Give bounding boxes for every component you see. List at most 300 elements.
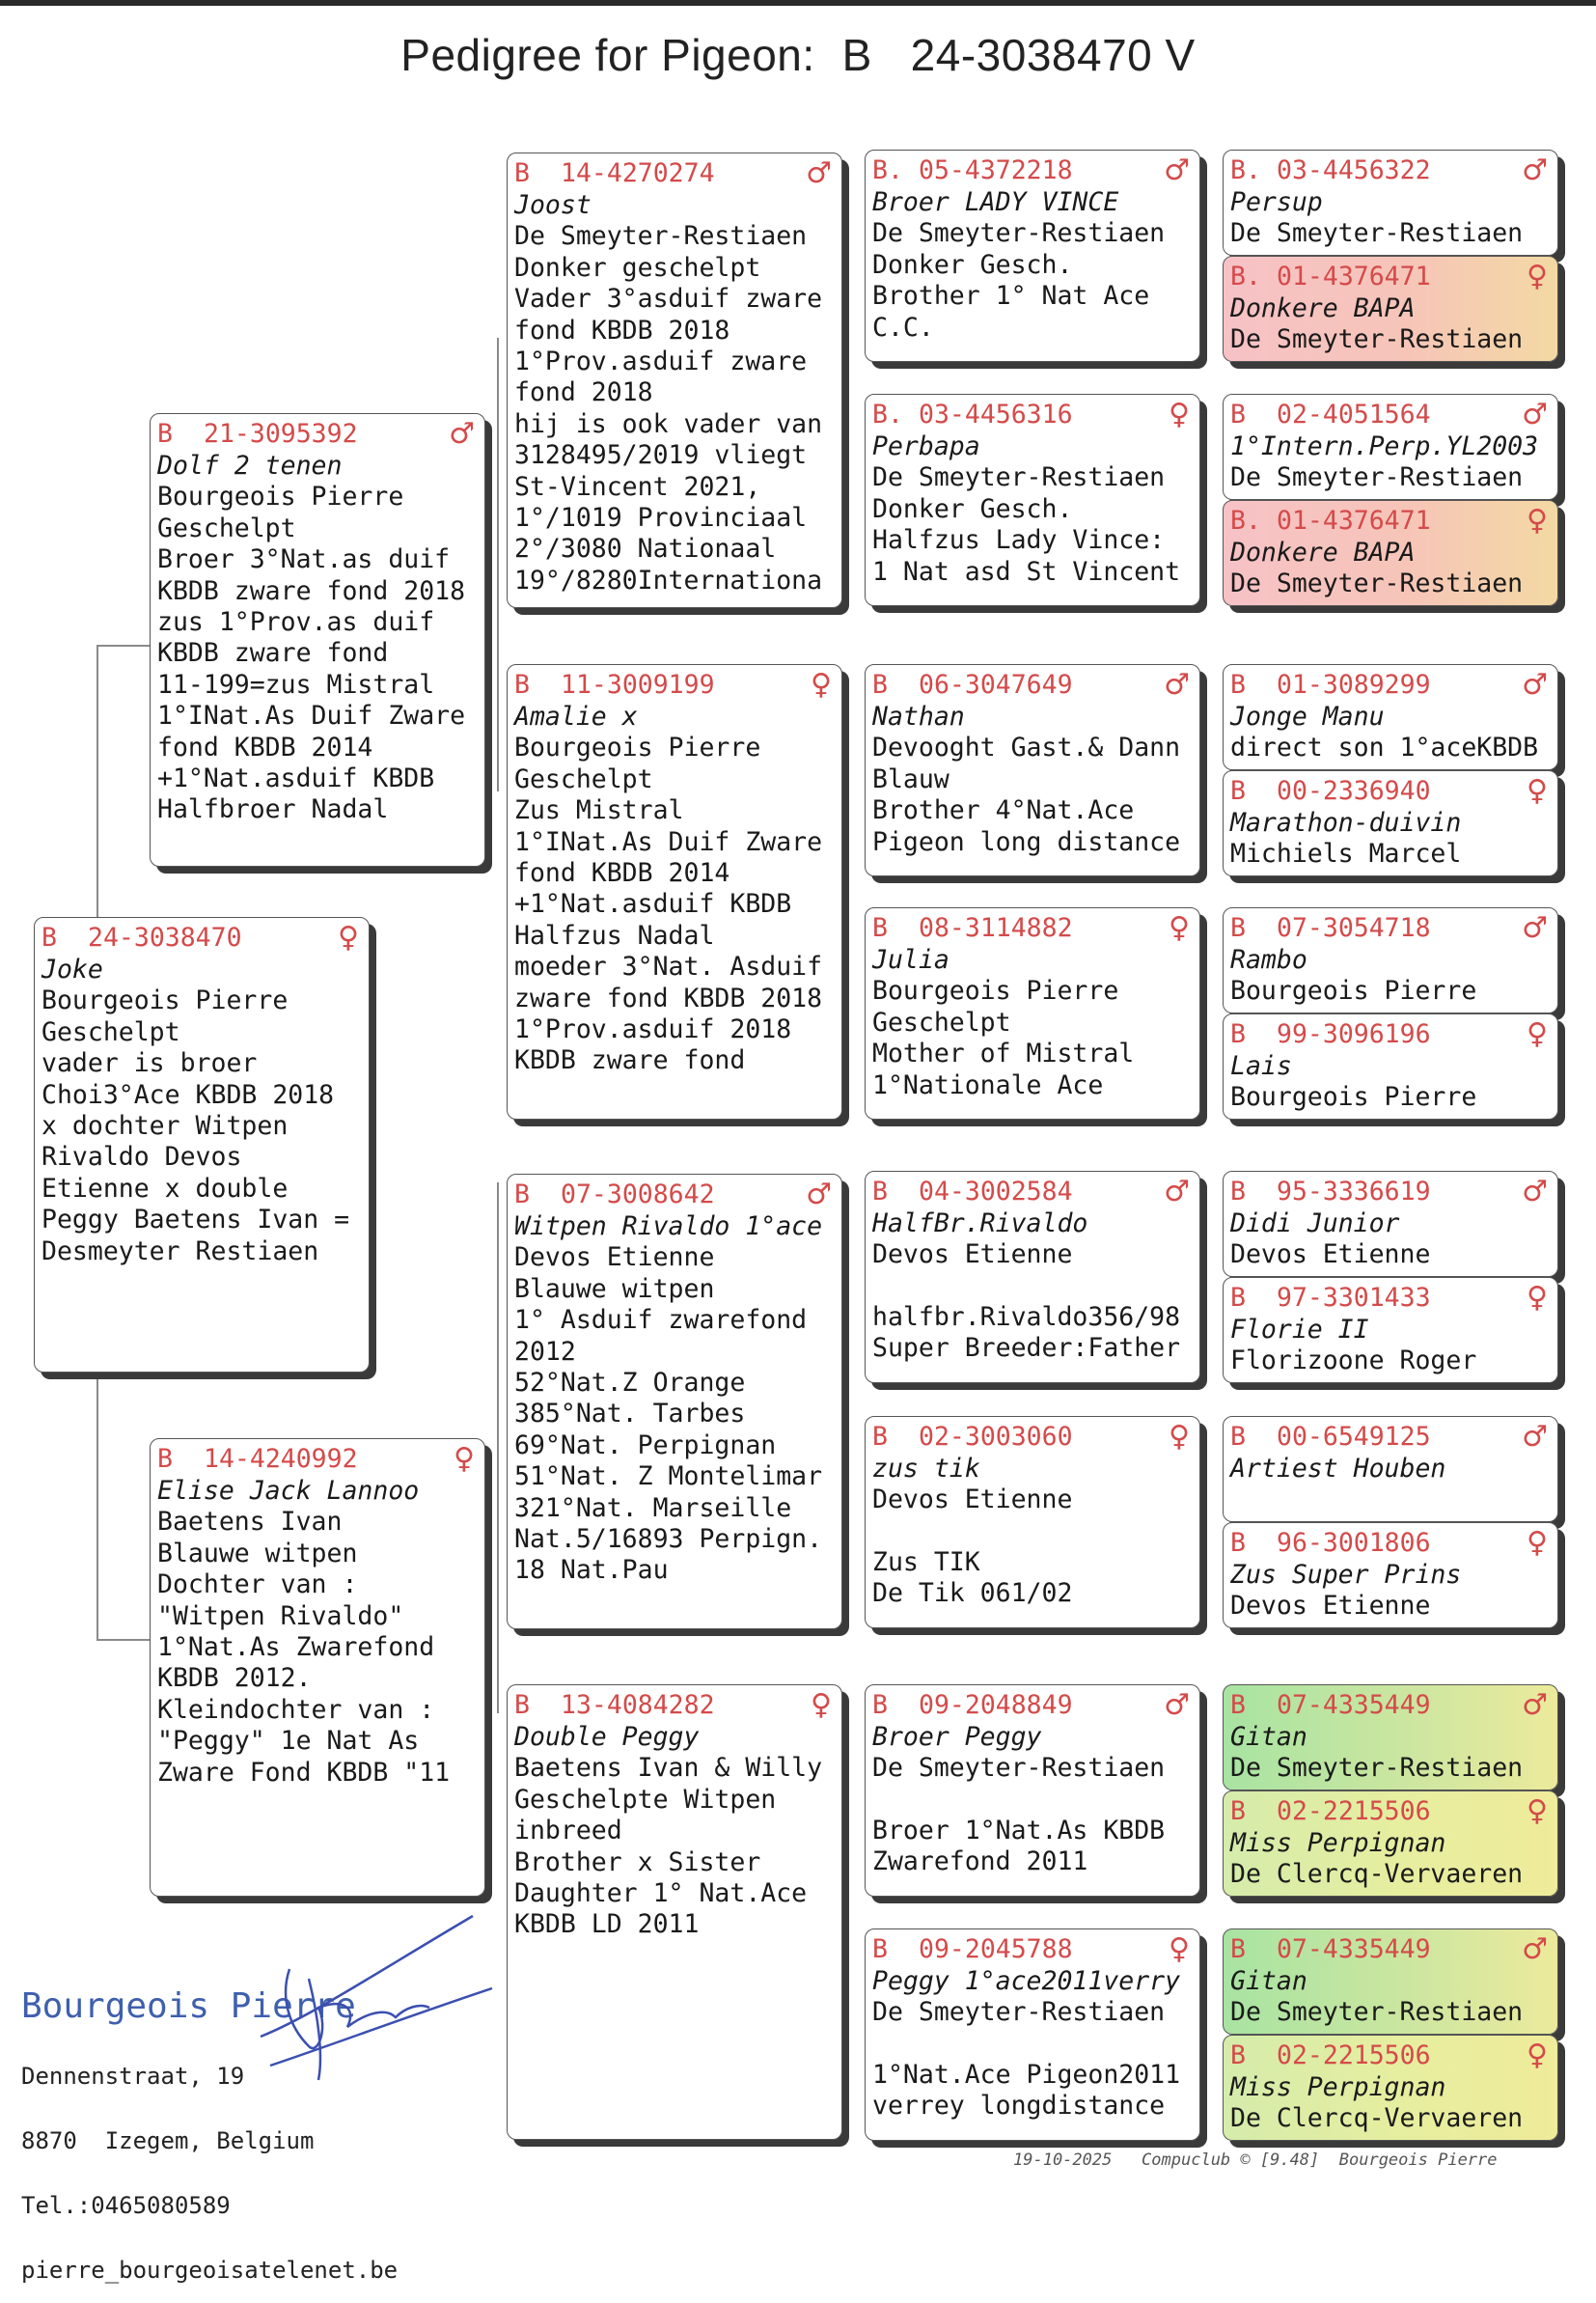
owner-name: Bourgeois Pierre bbox=[21, 1986, 356, 2026]
card-header bbox=[872, 1176, 1194, 1208]
note-line: +1°Nat.asduif KBDB bbox=[157, 763, 435, 794]
card-header bbox=[1230, 1795, 1552, 1828]
note-line: Geschelpt bbox=[872, 1007, 1011, 1038]
pigeon-name: Miss Perpignan bbox=[1230, 2072, 1446, 2102]
note-line: Geschelpt bbox=[157, 513, 296, 543]
note-line bbox=[872, 1785, 1194, 1816]
title-ring: B 24-3038470 V bbox=[841, 30, 1196, 80]
ring-number: 02-4051564 bbox=[1277, 399, 1431, 430]
note-line: Brother 4°Nat.Ace bbox=[872, 795, 1135, 826]
breeder-name: De Smeyter-Restiaen bbox=[1230, 462, 1524, 493]
pedigree-card-gg-2[interactable] bbox=[1223, 256, 1558, 362]
note-line: Rivaldo Devos bbox=[41, 1142, 242, 1173]
breeder-name: Bourgeois Pierre bbox=[41, 985, 289, 1016]
pigeon-name: Lais bbox=[1230, 1051, 1292, 1081]
note-line: Blauwe witpen bbox=[514, 1273, 715, 1304]
pedigree-card-sire-sire[interactable] bbox=[507, 153, 842, 608]
note-line: Dochter van : bbox=[157, 1569, 358, 1600]
note-line: x dochter Witpen bbox=[41, 1111, 289, 1142]
card-header bbox=[157, 418, 479, 451]
note-line: KBDB zware fond 2018 bbox=[157, 575, 466, 606]
pigeon-name: Broer Peggy bbox=[872, 1722, 1042, 1752]
ring-number: 07-3054718 bbox=[1277, 912, 1431, 943]
note-line: 321°Nat. Marseille bbox=[514, 1492, 792, 1523]
male-symbol-icon: ♂ bbox=[1164, 153, 1190, 187]
note-line: verrey longdistance bbox=[872, 2091, 1166, 2122]
country-code: B. bbox=[1230, 261, 1261, 291]
note-line: Brother x Sister bbox=[514, 1846, 761, 1877]
female-symbol-icon: ♀ bbox=[1169, 910, 1190, 945]
country-code: B bbox=[1230, 669, 1246, 700]
note-line: inbreed bbox=[514, 1816, 622, 1846]
pedigree-card-ss-dam[interactable] bbox=[865, 394, 1200, 606]
breeder-name: De Smeyter-Restiaen bbox=[1230, 1753, 1524, 1784]
pedigree-card-gg-13[interactable] bbox=[1223, 1684, 1558, 1790]
note-line: vader is broer bbox=[41, 1048, 258, 1079]
card-header bbox=[872, 669, 1194, 702]
card-header bbox=[1230, 1282, 1552, 1315]
ring-number: 07-3008642 bbox=[561, 1179, 715, 1209]
note-line: Choi3°Ace KBDB 2018 bbox=[41, 1079, 335, 1110]
male-symbol-icon: ♂ bbox=[806, 155, 832, 190]
breeder-name: Bourgeois Pierre bbox=[514, 733, 761, 763]
note-line: Blauwe witpen bbox=[157, 1538, 358, 1568]
breeder-name: De Smeyter-Restiaen bbox=[872, 218, 1166, 249]
ring-number: 99-3096196 bbox=[1277, 1018, 1431, 1049]
female-symbol-icon: ♀ bbox=[454, 1441, 475, 1476]
note-line: zware fond KBDB 2018 bbox=[514, 983, 823, 1013]
note-line: Zus TIK bbox=[872, 1546, 980, 1577]
ring-number: 13-4084282 bbox=[561, 1689, 715, 1720]
card-header bbox=[514, 1689, 836, 1722]
note-line: Zus Mistral bbox=[514, 795, 684, 826]
breeder-name bbox=[1230, 1484, 1552, 1515]
note-line bbox=[872, 2029, 1194, 2060]
note-line: 1° Asduif zwarefond bbox=[514, 1305, 808, 1336]
note-line: fond KBDB 2014 bbox=[157, 732, 373, 763]
note-line bbox=[872, 1271, 1194, 1302]
pigeon-name: Miss Perpignan bbox=[1230, 1828, 1446, 1858]
connector-line bbox=[96, 1639, 150, 1641]
note-line: Blauw bbox=[872, 763, 949, 794]
card-header bbox=[1230, 669, 1552, 702]
ring-number: 07-4335449 bbox=[1277, 1933, 1431, 1964]
pedigree-card-gg-8[interactable] bbox=[1223, 1013, 1558, 1120]
male-symbol-icon: ♂ bbox=[1164, 1174, 1190, 1208]
connector-line bbox=[96, 645, 150, 647]
ring-number: 24-3038470 bbox=[88, 922, 242, 953]
country-code: B bbox=[514, 157, 530, 188]
note-line: 52°Nat.Z Orange bbox=[514, 1368, 746, 1399]
male-symbol-icon: ♂ bbox=[1522, 1174, 1548, 1208]
pedigree-card-gg-16[interactable] bbox=[1223, 2035, 1558, 2141]
male-symbol-icon: ♂ bbox=[1522, 1419, 1548, 1454]
pigeon-name: Joost bbox=[514, 190, 592, 220]
pedigree-card-ds-sire[interactable] bbox=[865, 1171, 1200, 1383]
country-code: B bbox=[1230, 2039, 1246, 2070]
ring-number: 02-2215506 bbox=[1277, 1795, 1431, 1826]
pedigree-card-sd-dam[interactable] bbox=[865, 907, 1200, 1120]
card-header bbox=[1230, 1176, 1552, 1208]
note-line: St-Vincent 2021, bbox=[514, 471, 761, 502]
ring-number: 08-3114882 bbox=[919, 912, 1073, 943]
card-header bbox=[1230, 775, 1552, 808]
card-header bbox=[1230, 154, 1552, 187]
country-code: B bbox=[1230, 1421, 1246, 1452]
pigeon-name: Rambo bbox=[1230, 945, 1307, 975]
pigeon-name: Didi Junior bbox=[1230, 1208, 1400, 1238]
note-line: Halfbroer Nadal bbox=[157, 794, 389, 825]
pigeon-name: Nathan bbox=[872, 702, 965, 732]
ring-number: 14-4270274 bbox=[561, 157, 715, 188]
country-code: B bbox=[1230, 1795, 1246, 1826]
pedigree-card-gg-12[interactable] bbox=[1223, 1522, 1558, 1628]
ring-number: 02-2215506 bbox=[1277, 2039, 1431, 2070]
note-line: Donker geschelpt bbox=[514, 252, 761, 283]
note-line: fond KBDB 2014 bbox=[514, 858, 730, 889]
pedigree-card-gg-7[interactable] bbox=[1223, 907, 1558, 1013]
pedigree-card-gg-4[interactable] bbox=[1223, 500, 1558, 606]
pigeon-name: zus tik bbox=[872, 1454, 980, 1484]
note-line: Desmeyter Restiaen bbox=[41, 1235, 319, 1266]
pedigree-card-sire[interactable] bbox=[150, 413, 485, 867]
pedigree-card-gg-1[interactable] bbox=[1223, 150, 1558, 256]
country-code: B bbox=[514, 1689, 530, 1720]
note-line: Daughter 1° Nat.Ace bbox=[514, 1878, 808, 1909]
card-header bbox=[514, 669, 836, 702]
female-symbol-icon: ♀ bbox=[1527, 773, 1548, 808]
note-line: Geschelpt bbox=[41, 1016, 180, 1047]
breeder-name: De Smeyter-Restiaen bbox=[514, 221, 808, 252]
male-symbol-icon: ♂ bbox=[806, 1177, 832, 1211]
breeder-name: Devooght Gast.& Dann bbox=[872, 733, 1181, 763]
note-line: hij is ook vader van bbox=[514, 408, 823, 439]
note-line: KBDB LD 2011 bbox=[514, 1909, 700, 1940]
pigeon-name: Donkere BAPA bbox=[1230, 293, 1416, 323]
note-line: +1°Nat.asduif KBDB bbox=[514, 889, 792, 920]
pigeon-name: Zus Super Prins bbox=[1230, 1560, 1462, 1590]
female-symbol-icon: ♀ bbox=[1527, 1793, 1548, 1828]
pedigree-card-sire-dam[interactable] bbox=[507, 664, 842, 1120]
country-code: B bbox=[872, 1421, 888, 1452]
pedigree-card-gg-14[interactable] bbox=[1223, 1790, 1558, 1897]
breeder-name: Baetens Ivan bbox=[157, 1507, 343, 1538]
note-line: Brother 1° Nat Ace bbox=[872, 281, 1150, 312]
female-symbol-icon: ♀ bbox=[1527, 259, 1548, 293]
breeder-name: Bourgeois Pierre bbox=[1230, 976, 1477, 1007]
note-line: 2012 bbox=[514, 1336, 576, 1367]
note-line: 1°INat.As Duif Zware bbox=[157, 701, 466, 732]
page-title bbox=[0, 29, 1596, 81]
ring-number: 01-4376471 bbox=[1277, 261, 1431, 291]
country-code: B bbox=[872, 669, 888, 700]
note-line: "Peggy" 1e Nat As bbox=[157, 1726, 420, 1757]
male-symbol-icon: ♂ bbox=[1522, 153, 1548, 187]
country-code: B bbox=[157, 1443, 173, 1474]
country-code: B bbox=[1230, 775, 1246, 806]
male-symbol-icon: ♂ bbox=[1522, 397, 1548, 431]
note-line bbox=[872, 1516, 1194, 1547]
pedigree-card-gg-9[interactable] bbox=[1223, 1171, 1558, 1277]
note-line: 1°Prov.asduif 2018 bbox=[514, 1014, 792, 1045]
note-line: 69°Nat. Perpignan bbox=[514, 1429, 777, 1460]
card-header bbox=[1230, 1689, 1552, 1722]
pedigree-card-dam-dam[interactable] bbox=[507, 1684, 842, 2140]
pigeon-name: Peggy 1°ace2011verry bbox=[872, 1966, 1181, 1996]
male-symbol-icon: ♂ bbox=[1164, 1687, 1190, 1722]
pigeon-name: Persup bbox=[1230, 187, 1323, 217]
ring-number: 01-4376471 bbox=[1277, 505, 1431, 536]
note-line: Mother of Mistral bbox=[872, 1039, 1135, 1069]
note-line: moeder 3°Nat. Asduif bbox=[514, 952, 823, 983]
note-line: Zwarefond 2011 bbox=[872, 1846, 1088, 1877]
breeder-name: Devos Etienne bbox=[872, 1484, 1073, 1515]
female-symbol-icon: ♀ bbox=[811, 1687, 832, 1722]
female-symbol-icon: ♀ bbox=[1169, 397, 1190, 431]
owner-address: Dennenstraat, 19 bbox=[21, 2063, 245, 2090]
note-line: 1 Nat asd St Vincent bbox=[872, 556, 1181, 587]
owner-phone: Tel.:0465080589 bbox=[21, 2192, 231, 2219]
note-line: 2°/3080 Nationaal bbox=[514, 534, 777, 565]
note-line: 18 Nat.Pau bbox=[514, 1555, 669, 1586]
country-code: B bbox=[872, 1176, 888, 1207]
female-symbol-icon: ♀ bbox=[338, 920, 359, 955]
breeder-name: De Smeyter-Restiaen bbox=[872, 462, 1166, 493]
note-line: zus 1°Prov.as duif bbox=[157, 607, 435, 638]
note-line: 1°Prov.asduif zware bbox=[514, 347, 808, 377]
note-line: Geschelpt bbox=[514, 763, 653, 794]
pedigree-card-gg-5[interactable] bbox=[1223, 664, 1558, 770]
ring-number: 09-2045788 bbox=[919, 1933, 1073, 1964]
female-symbol-icon: ♀ bbox=[1527, 1525, 1548, 1560]
breeder-name: Devos Etienne bbox=[514, 1242, 715, 1273]
note-line: Halfzus Lady Vince: bbox=[872, 525, 1166, 556]
note-line: 3128495/2019 vliegt bbox=[514, 440, 808, 471]
pedigree-card-subject[interactable] bbox=[34, 917, 370, 1373]
country-code: B bbox=[1230, 1176, 1246, 1207]
note-line: Peggy Baetens Ivan = bbox=[41, 1205, 350, 1235]
pedigree-card-dd-dam[interactable] bbox=[865, 1928, 1200, 2141]
female-symbol-icon: ♀ bbox=[1169, 1931, 1190, 1966]
card-header bbox=[1230, 505, 1552, 538]
ring-number: 96-3001806 bbox=[1277, 1527, 1431, 1558]
country-code: B bbox=[872, 912, 888, 943]
pedigree-card-gg-15[interactable] bbox=[1223, 1928, 1558, 2035]
pigeon-name: Florie II bbox=[1230, 1315, 1369, 1345]
card-header bbox=[1230, 261, 1552, 293]
note-line: Zware Fond KBDB "11 bbox=[157, 1757, 451, 1788]
pedigree-card-gg-3[interactable] bbox=[1223, 394, 1558, 500]
breeder-name: Baetens Ivan & Willy bbox=[514, 1753, 823, 1784]
breeder-name: De Smeyter-Restiaen bbox=[872, 1753, 1166, 1784]
note-line: fond KBDB 2018 bbox=[514, 315, 730, 346]
card-header bbox=[1230, 912, 1552, 945]
pigeon-name: Perbapa bbox=[872, 431, 980, 461]
note-line: Geschelpte Witpen bbox=[514, 1784, 777, 1815]
note-line: KBDB 2012. bbox=[157, 1663, 312, 1694]
male-symbol-icon: ♂ bbox=[1522, 667, 1548, 702]
breeder-name: De Smeyter-Restiaen bbox=[1230, 218, 1524, 249]
breeder-name: direct son 1°aceKBDB bbox=[1230, 733, 1539, 763]
ring-number: 14-4240992 bbox=[204, 1443, 358, 1474]
ring-number: 95-3336619 bbox=[1277, 1176, 1431, 1207]
note-line: Nat.5/16893 Perpign. bbox=[514, 1524, 823, 1555]
pigeon-name: Donkere BAPA bbox=[1230, 538, 1416, 568]
breeder-name: Bourgeois Pierre bbox=[157, 482, 404, 513]
pigeon-name: 1°Intern.Perp.YL2003 bbox=[1230, 431, 1539, 461]
ring-number: 11-3009199 bbox=[561, 669, 715, 700]
female-symbol-icon: ♀ bbox=[1527, 2038, 1548, 2072]
breeder-name: De Smeyter-Restiaen bbox=[1230, 324, 1524, 355]
note-line: Donker Gesch. bbox=[872, 249, 1073, 280]
note-line: Pigeon long distance bbox=[872, 826, 1181, 857]
country-code: B bbox=[1230, 1689, 1246, 1720]
ring-number: 21-3095392 bbox=[204, 418, 358, 449]
breeder-name: Devos Etienne bbox=[872, 1239, 1073, 1270]
country-code: B bbox=[1230, 1933, 1246, 1964]
pigeon-name: Amalie x bbox=[514, 702, 638, 732]
breeder-name: Devos Etienne bbox=[1230, 1239, 1431, 1270]
pigeon-name: Double Peggy bbox=[514, 1722, 700, 1752]
pedigree-card-ds-dam[interactable] bbox=[865, 1416, 1200, 1628]
pedigree-card-gg-11[interactable] bbox=[1223, 1416, 1558, 1522]
breeder-name: De Clercq-Vervaeren bbox=[1230, 1859, 1524, 1890]
note-line: 1°/1019 Provinciaal bbox=[514, 503, 808, 534]
note-line: Etienne x double bbox=[41, 1173, 289, 1204]
country-code: B. bbox=[872, 154, 903, 185]
breeder-name: De Smeyter-Restiaen bbox=[1230, 569, 1524, 599]
note-line: 1°Nat.As Zwarefond bbox=[157, 1632, 435, 1663]
note-line: KBDB zware fond bbox=[514, 1045, 746, 1076]
male-symbol-icon: ♂ bbox=[1522, 1931, 1548, 1966]
pigeon-name: Gitan bbox=[1230, 1966, 1307, 1996]
card-header bbox=[1230, 1933, 1552, 1966]
note-line: Kleindochter van : bbox=[157, 1694, 435, 1725]
card-header bbox=[41, 922, 363, 955]
country-code: B bbox=[1230, 399, 1246, 430]
owner-city: 8870 Izegem, Belgium bbox=[21, 2127, 315, 2154]
pigeon-name: Dolf 2 tenen bbox=[157, 451, 343, 481]
country-code: B. bbox=[872, 399, 903, 430]
pedigree-card-ss-sire[interactable] bbox=[865, 150, 1200, 362]
male-symbol-icon: ♂ bbox=[1164, 667, 1190, 702]
ring-number: 05-4372218 bbox=[919, 154, 1073, 185]
country-code: B bbox=[872, 1933, 888, 1964]
female-symbol-icon: ♀ bbox=[1527, 1280, 1548, 1315]
note-line: Donker Gesch. bbox=[872, 493, 1073, 524]
note-line: 385°Nat. Tarbes bbox=[514, 1399, 746, 1429]
breeder-name: Bourgeois Pierre bbox=[872, 976, 1119, 1007]
breeder-name: Devos Etienne bbox=[1230, 1591, 1431, 1622]
male-symbol-icon: ♂ bbox=[449, 416, 475, 451]
ring-number: 97-3301433 bbox=[1277, 1282, 1431, 1313]
note-line: Broer 1°Nat.As KBDB bbox=[872, 1815, 1166, 1845]
ring-number: 03-4456316 bbox=[919, 399, 1073, 430]
breeder-name: De Smeyter-Restiaen bbox=[1230, 1997, 1524, 2028]
ring-number: 07-4335449 bbox=[1277, 1689, 1431, 1720]
male-symbol-icon: ♂ bbox=[1522, 910, 1548, 945]
footer-note: 19-10-2025 Compuclub © [9.48] Bourgeois Pierre bbox=[1013, 2150, 1498, 2170]
pigeon-name: Joke bbox=[41, 955, 103, 985]
female-symbol-icon: ♀ bbox=[1527, 1016, 1548, 1051]
card-header bbox=[514, 1179, 836, 1211]
pigeon-name: Witpen Rivaldo 1°ace bbox=[514, 1211, 823, 1241]
owner-email: pierre_bourgeoisatelenet.be bbox=[21, 2257, 399, 2284]
note-line: "Witpen Rivaldo" bbox=[157, 1600, 404, 1631]
country-code: B bbox=[1230, 912, 1246, 943]
title-prefix: Pedigree for Pigeon: bbox=[400, 30, 815, 80]
card-header bbox=[1230, 1421, 1552, 1454]
breeder-name: Michiels Marcel bbox=[1230, 839, 1462, 870]
note-line: Vader 3°asduif zware bbox=[514, 284, 823, 315]
pedigree-card-dam-sire[interactable] bbox=[507, 1174, 842, 1629]
note-line: fond 2018 bbox=[514, 377, 653, 408]
ring-number: 03-4456322 bbox=[1277, 154, 1431, 185]
country-code: B bbox=[1230, 1018, 1246, 1049]
pigeon-name: Jonge Manu bbox=[1230, 702, 1385, 732]
country-code: B bbox=[514, 669, 530, 700]
pedigree-card-gg-10[interactable] bbox=[1223, 1277, 1558, 1383]
card-header bbox=[872, 1421, 1194, 1454]
card-header bbox=[872, 1933, 1194, 1966]
connector-line bbox=[497, 1182, 499, 1713]
female-symbol-icon: ♀ bbox=[811, 667, 832, 702]
note-line: 11-199=zus Mistral bbox=[157, 669, 435, 700]
ring-number: 04-3002584 bbox=[919, 1176, 1073, 1207]
note-line: 51°Nat. Z Montelimar bbox=[514, 1461, 823, 1492]
note-line: C.C. bbox=[872, 312, 934, 343]
pedigree-card-dd-sire[interactable] bbox=[865, 1684, 1200, 1897]
ring-number: 06-3047649 bbox=[919, 669, 1073, 700]
pigeon-name: Marathon-duivin bbox=[1230, 808, 1462, 838]
card-header bbox=[1230, 399, 1552, 431]
note-line: 1°Nat.Ace Pigeon2011 bbox=[872, 2059, 1181, 2090]
pedigree-card-sd-sire[interactable] bbox=[865, 664, 1200, 876]
ring-number: 01-3089299 bbox=[1277, 669, 1431, 700]
card-header bbox=[872, 1689, 1194, 1722]
note-line: halfbr.Rivaldo356/98 bbox=[872, 1301, 1181, 1332]
male-symbol-icon: ♂ bbox=[1522, 1687, 1548, 1722]
pedigree-card-gg-6[interactable] bbox=[1223, 770, 1558, 876]
card-header bbox=[157, 1443, 479, 1476]
country-code: B bbox=[1230, 1282, 1246, 1313]
note-line: De Tik 061/02 bbox=[872, 1578, 1073, 1609]
country-code: B bbox=[514, 1179, 530, 1209]
country-code: B bbox=[41, 922, 57, 953]
note-line: 1°INat.As Duif Zware bbox=[514, 826, 823, 857]
breeder-name: De Clercq-Vervaeren bbox=[1230, 2103, 1524, 2134]
connector-line bbox=[96, 645, 98, 925]
card-header bbox=[872, 154, 1194, 187]
note-line: 19°/8280Internationa bbox=[514, 565, 823, 596]
connector-line bbox=[96, 1369, 98, 1639]
breeder-name: Bourgeois Pierre bbox=[1230, 1082, 1477, 1113]
country-code: B bbox=[1230, 1527, 1246, 1558]
ring-number: 00-2336940 bbox=[1277, 775, 1431, 806]
card-header bbox=[872, 912, 1194, 945]
ring-number: 00-6549125 bbox=[1277, 1421, 1431, 1452]
connector-line bbox=[497, 338, 499, 791]
pigeon-name: Broer LADY VINCE bbox=[872, 187, 1119, 217]
ring-number: 09-2048849 bbox=[919, 1689, 1073, 1720]
breeder-name: De Smeyter-Restiaen bbox=[872, 1997, 1166, 2028]
pigeon-name: Julia bbox=[872, 945, 949, 975]
country-code: B. bbox=[1230, 154, 1261, 185]
ring-number: 02-3003060 bbox=[919, 1421, 1073, 1452]
pedigree-card-dam[interactable] bbox=[150, 1438, 485, 1897]
pigeon-name: Artiest Houben bbox=[1230, 1454, 1446, 1484]
handwritten-signature bbox=[251, 1911, 502, 2085]
